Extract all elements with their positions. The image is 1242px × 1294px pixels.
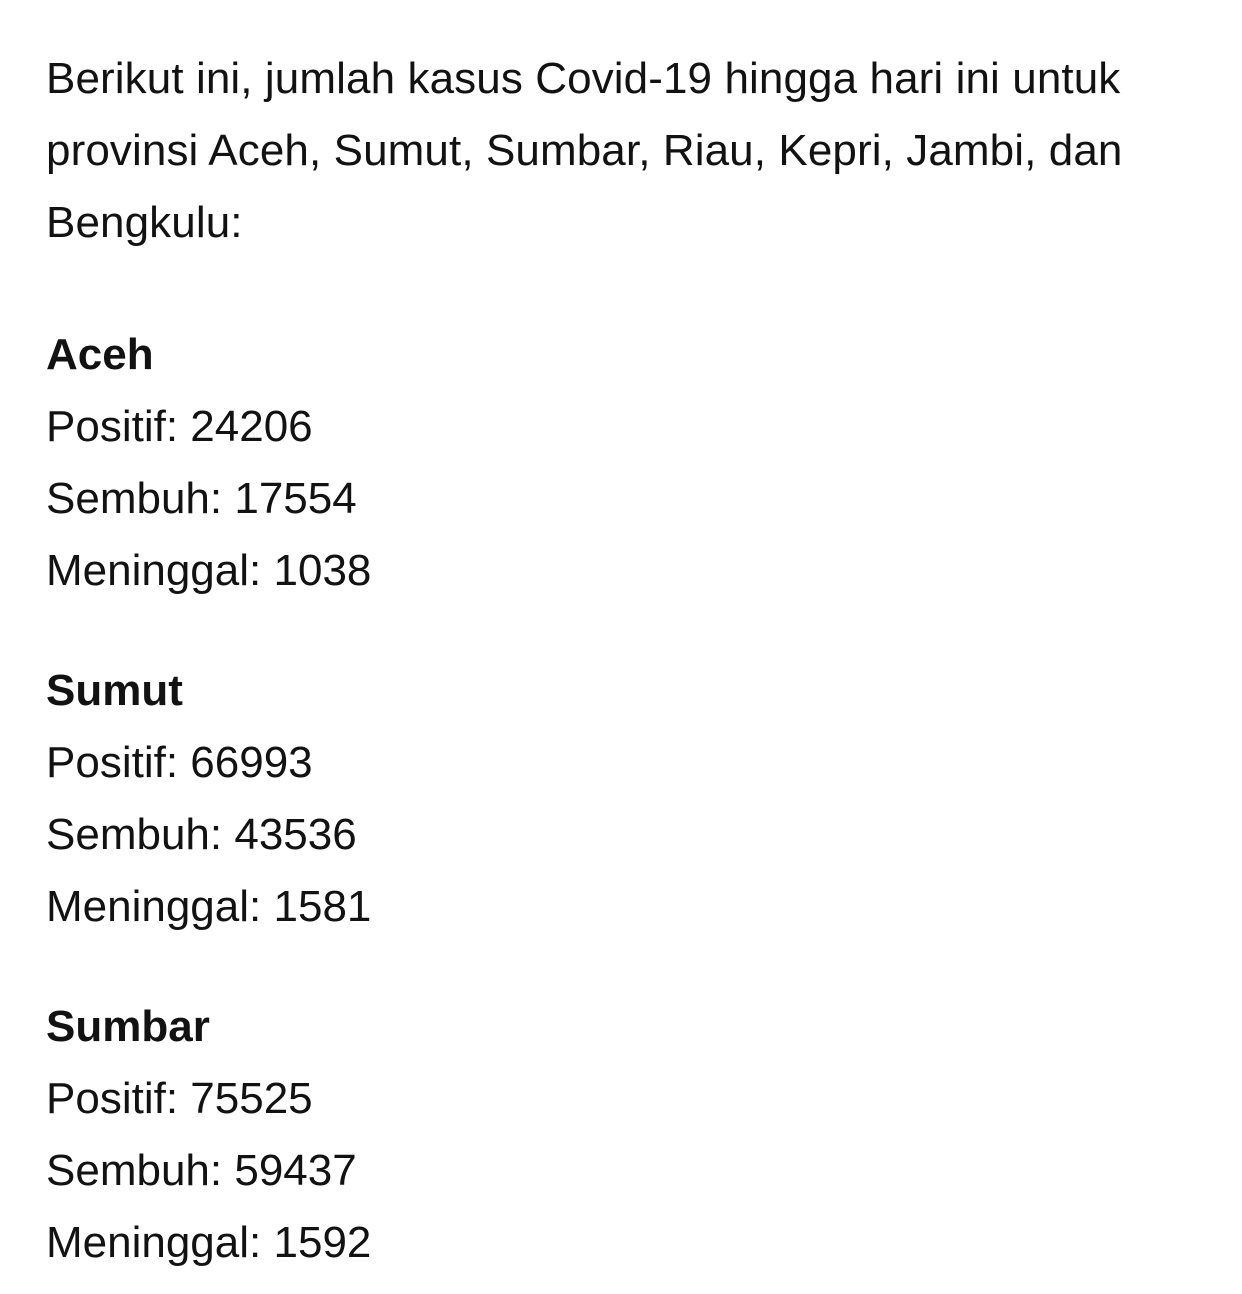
stat-value: 1038 <box>273 546 372 595</box>
stat-value: 1592 <box>273 1218 372 1267</box>
province-name: Aceh <box>46 330 154 379</box>
stat-label: Positif: <box>46 402 179 451</box>
stat-sembuh <box>46 463 1206 535</box>
stat-label: Sembuh: <box>46 1146 223 1195</box>
stat-label: Sembuh: <box>46 474 223 523</box>
stat-value: 17554 <box>234 474 357 523</box>
stat-value: 66993 <box>190 738 313 787</box>
stat-value: 75525 <box>190 1074 313 1123</box>
province-name: Sumbar <box>46 1002 210 1051</box>
intro-paragraph: Berikut ini, jumlah kasus Covid-19 hingga hari ini untuk provinsi Aceh, Sumut, Sumbar, Riau, Kepri, Jambi, dan Bengkulu: <box>46 54 1123 247</box>
stat-value: 59437 <box>234 1146 357 1195</box>
stat-positif <box>46 391 1206 463</box>
province-name: Sumut <box>46 666 183 715</box>
stat-label: Sembuh: <box>46 810 223 859</box>
stat-sembuh <box>46 1135 1206 1207</box>
province-block-sumbar <box>46 991 1206 1279</box>
stat-label: Positif: <box>46 738 179 787</box>
stat-value: 43536 <box>234 810 357 859</box>
stat-meninggal <box>46 535 1206 607</box>
stat-label: Meninggal: <box>46 546 262 595</box>
stat-positif <box>46 727 1206 799</box>
stat-label: Meninggal: <box>46 1218 262 1267</box>
stat-label: Positif: <box>46 1074 179 1123</box>
stat-value: 24206 <box>190 402 313 451</box>
stat-label: Meninggal: <box>46 882 262 931</box>
stat-meninggal <box>46 1207 1206 1279</box>
province-block-aceh <box>46 319 1206 607</box>
stat-sembuh <box>46 799 1206 871</box>
stat-meninggal <box>46 871 1206 943</box>
article-body <box>46 43 1206 1279</box>
stat-value: 1581 <box>273 882 372 931</box>
province-block-sumut <box>46 655 1206 943</box>
stat-positif <box>46 1063 1206 1135</box>
